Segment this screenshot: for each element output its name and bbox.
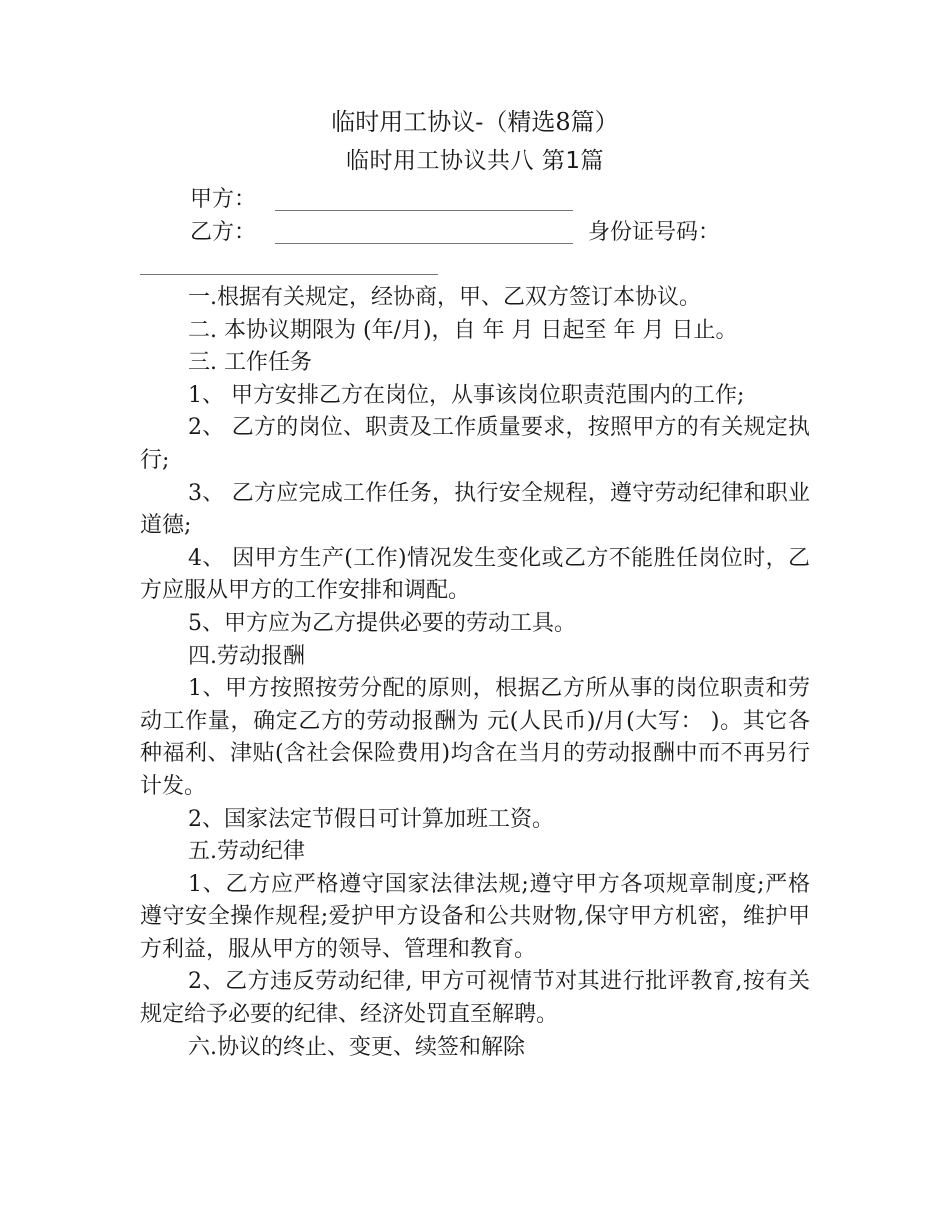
paragraph: 2、乙方违反劳动纪律, 甲方可视情节对其进行批评教育,按有关规定给予必要的纪律、经济处罚直至解聘。 [140,969,810,1028]
paragraph: 1、甲方按照按劳分配的原则，根据乙方所从事的岗位职责和劳动工作量，确定乙方的劳动报酬为 元(人民币)/月(大写： )。其它各种福利、津贴(含社会保险费用)均含在当月的劳动报酬中而不再另行计发。 [140,676,810,799]
party-a-label: 甲方： [190,187,257,212]
party-b-label: 乙方： [190,220,257,245]
paragraph: 1、乙方应严格遵守国家法律法规;遵守甲方各项规章制度;严格遵守安全操作规程;爱护甲方设备和公共财物,保守甲方机密，维护甲方利益，服从甲方的领导、管理和教育。 [140,871,810,962]
document-title: 临时用工协议-（精选8篇） [331,108,619,136]
paragraph: 一.根据有关规定，经协商，甲、乙双方签订本协议。 [188,285,701,310]
section-heading: 四.劳动报酬 [188,643,305,669]
party-a-blank-line [275,210,573,211]
section-heading: 三. 工作任务 [188,350,312,376]
paragraph: 2、 乙方的岗位、职责及工作质量要求，按照甲方的有关规定执行; [140,415,810,473]
paragraph: 3、 乙方应完成工作任务，执行安全规程，遵守劳动纪律和职业道德; [140,480,810,539]
paragraph: 二. 本协议期限为 (年/月)，自 年 月 日起至 年 月 日止。 [188,317,738,343]
document-subtitle: 临时用工协议共八 第1篇 [346,148,604,174]
paragraph: 5、甲方应为乙方提供必要的劳动工具。 [188,610,576,636]
paragraph: 2、国家法定节假日可计算加班工资。 [188,806,554,832]
id-number-label: 身份证号码： [588,220,721,245]
paragraph: 1、 甲方安排乙方在岗位，从事该岗位职责范围内的工作; [188,382,745,408]
id-number-blank-line [140,274,438,275]
paragraph: 4、 因甲方生产(工作)情况发生变化或乙方不能胜任岗位时，乙方应服从甲方的工作安排和调配。 [140,545,810,604]
party-b-blank-line [275,243,573,244]
section-heading: 六.协议的终止、变更、续签和解除 [188,1034,525,1060]
document-body [140,282,810,1064]
section-heading: 五.劳动纪律 [188,839,305,865]
